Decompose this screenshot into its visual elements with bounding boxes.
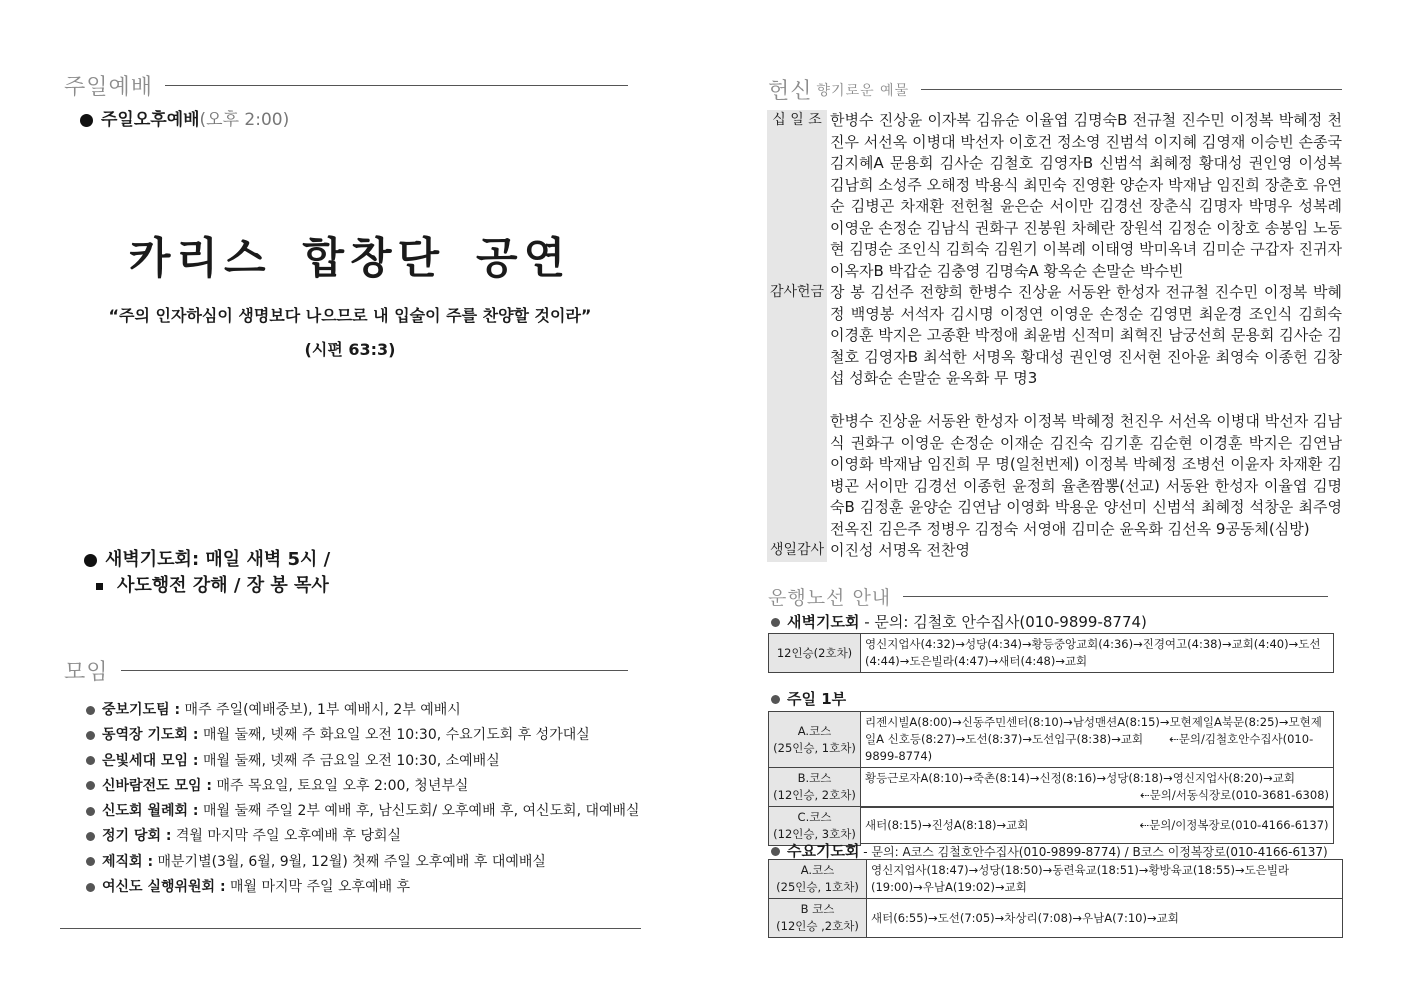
section-title-offering (768, 74, 1342, 105)
route-stops: 새터(8:15)→진성A(8:18)→교회 (865, 818, 1029, 832)
meeting-desc: 매주 목요일, 토요일 오후 2:00, 청년부실 (212, 777, 469, 794)
offering-names: 한병수 진상윤 서동완 한성자 이정복 박혜정 천진우 서선옥 이병대 박선자 김남식 권화구 이영운 손정순 이재순 김진숙 김기훈 김순현 이경훈 박지은 김연남 이영화 박재남 임진희 무 명(일천번제) 이정복 박혜정 조병선 이윤자 차재환 김병곤 서이만 김경선 이종헌 윤정희 율촌짬뽕(선교) 서동완 한성자 이율엽 김명숙B 김정훈 윤양순 김연남 이영화 박용운 양선미 신범석 최혜정 석창운 최주영 전옥진 김은주 정병우 김정숙 서영애 김미순 윤옥화 김선옥 9공동체(심방) (830, 412, 1342, 538)
dawn-prayer-sub (96, 571, 329, 597)
meeting-name: 신도회 월례회 : (102, 803, 199, 820)
offering-names: 한병수 진상윤 이자복 김유순 이율엽 김명숙B 전규철 진수민 이정복 박혜정 천진우 서선옥 이병대 박선자 이호건 정소영 진범석 이지혜 김영재 이승빈 손종국 김지혜A 문용회 김사순 김철호 김영자B 신범석 최혜정 황대성 권인영 이성복 김남희 소성주 오해정 박용식 최민숙 진영환 양순자 박재남 임진희 장춘호 유연순 김병곤 차재환 전헌철 윤은순 서이만 김경선 장춘식 김명자 박명우 성복례 이영운 손정순 김남식 권화구 진봉원 차혜란 장원석 김정순 이창호 송봉임 노동현 김명순 조인식 김희숙 김원기 이복례 이태영 박미옥녀 김미순 구갑자 진귀자 이옥자B 박갑순 김충영 김명숙A 황옥순 손말순 박수빈 (830, 111, 1342, 280)
route-row (769, 634, 1334, 673)
offering-table (767, 110, 1342, 562)
route-contact: ⇠문의/김철호안수집사(010-9899-8774) (865, 732, 1314, 763)
dawn-prayer-line (84, 545, 330, 571)
section-title-meetings (64, 655, 628, 686)
service-name: 주일오후예배 (101, 110, 200, 130)
wednesday-route-contact: - 문의: A코스 김철호안수집사(010-9899-8774) / B코스 이정복장로(010-4166-6137) (859, 845, 1328, 859)
meeting-item (86, 850, 640, 875)
meeting-item (86, 799, 640, 824)
meeting-name: 중보기도팀 : (102, 702, 181, 718)
bullet-icon (86, 807, 95, 816)
bullet-icon (84, 554, 97, 567)
route-stops: 새터(6:55)→도선(7:05)→차상리(7:08)→우남A(7:10)→교회 (867, 899, 1343, 938)
concert-title: 카리스 합창단 공연 (128, 234, 572, 284)
offering-label: 감사헌금 (767, 282, 827, 540)
sunday-route-table (768, 711, 1334, 846)
bullet-icon (86, 706, 95, 715)
wednesday-route-title: 수요기도회 (787, 842, 860, 860)
service-line (80, 105, 289, 130)
divider (121, 670, 628, 671)
meeting-desc: 매분기별(3월, 6월, 9월, 12월) 첫째 주일 오후예배 후 대예배실 (153, 853, 546, 870)
section-title-bus (768, 583, 1328, 610)
bullet-icon (86, 781, 95, 790)
route-label-line: A.코스 (800, 863, 835, 877)
meeting-desc: 매월 둘째 주일 2부 예배 후, 남신도회/ 오후예배 후, 여신도회, 대예배실 (198, 803, 640, 820)
meeting-name: 여신도 실행위원회 : (102, 879, 226, 896)
offering-names: 장 봉 김선주 전향희 한병수 진상윤 서동완 한성자 전규철 진수민 이정복 박혜정 백영봉 서석자 김시명 이정연 이영운 손정순 김영면 최운경 조인식 김희숙 이경훈 박지은 고종환 박정애 최윤범 신적미 최혁진 남궁선희 문용회 김사순 김철호 김영자B 최석한 서명옥 황대성 권인영 진서현 진아윤 최영숙 이종헌 김창섭 성화순 손말순 윤옥화 무 명3 (830, 283, 1342, 387)
route-row (769, 712, 1334, 768)
meeting-desc: 매월 마지막 주일 오후예배 후 (225, 879, 411, 896)
square-bullet-icon (96, 583, 103, 590)
offering-row-birthday (767, 540, 1342, 562)
route-label-line: (25인승, 1호차) (776, 880, 859, 894)
meeting-item (86, 774, 640, 799)
bullet-icon (86, 832, 95, 841)
divider (903, 596, 1328, 597)
route-label-line: B.코스 (797, 771, 832, 785)
meeting-desc: 매월 둘째, 넷째 주 화요일 오전 10:30, 수요기도회 후 성가대실 (198, 727, 590, 744)
meeting-desc: 매월 둘째, 넷째 주 금요일 오전 10:30, 소예배실 (198, 752, 500, 769)
route-stops: 영신지업사(18:47)→성당(18:50)→동련육교(18:51)→황방육교(18:55)→도은빌라(19:00)→우남A(19:02)→교회 (867, 860, 1343, 899)
spacer (830, 390, 1342, 412)
route-label-line: A.코스 (797, 723, 832, 738)
wednesday-route-head (771, 840, 1328, 861)
route-label: 12인승(2호차) (769, 634, 861, 673)
bullet-icon (771, 847, 780, 856)
route-cell (861, 807, 1334, 844)
bullet-icon (771, 618, 780, 627)
meetings-list (86, 698, 640, 900)
dawn-route-head (771, 611, 1147, 632)
meeting-item (86, 698, 640, 723)
offering-names-wrap (827, 282, 1342, 540)
divider (165, 85, 628, 86)
route-label-line: (25인승, 1호차) (773, 740, 856, 755)
bible-verse: “주의 인자하심이 생명보다 나으므로 내 입술이 주를 찬양할 것이라” (108, 306, 592, 325)
offering-row-tithe (767, 110, 1342, 282)
sunday-route-head (771, 688, 846, 709)
route-cell (861, 768, 1334, 807)
route-label-line: C.코스 (797, 810, 832, 824)
meeting-name: 제직회 : (102, 853, 154, 870)
dawn-route-title: 새벽기도회 (787, 613, 860, 631)
bullet-icon (771, 695, 780, 704)
offering-label: 생일감사 (767, 540, 827, 562)
route-row (769, 899, 1343, 938)
route-label (769, 899, 867, 938)
route-contact: ⇠문의/이정복장로(010-4166-6137) (1139, 818, 1329, 832)
route-row (769, 860, 1343, 899)
section-title-offering-text: 헌신 (768, 79, 813, 104)
route-label-line: (12인승, 3호차) (773, 827, 856, 841)
offering-label: 십 일 조 (767, 110, 827, 282)
route-label-line: B 코스 (800, 902, 835, 916)
route-label (769, 860, 867, 899)
meeting-item (86, 824, 640, 849)
offering-row-thanks (767, 282, 1342, 540)
sunday-route-title: 주일 1부 (787, 690, 847, 708)
offering-names: 이진성 서명옥 전찬영 (830, 541, 970, 559)
divider (921, 89, 1342, 90)
route-label (769, 768, 861, 807)
bullet-icon (86, 756, 95, 765)
section-subtitle-offering: 향기로운 예물 (816, 82, 910, 99)
section-title-bus-text: 운행노선 안내 (768, 587, 892, 609)
service-time: (오후 2:00) (199, 110, 290, 130)
route-stops: 황등근로자A(8:10)→죽촌(8:14)→신정(8:16)→성당(8:18)→영신지업사(8:20)→교회 (865, 771, 1295, 785)
meeting-item (86, 723, 640, 748)
meeting-name: 신바람전도 모임 : (102, 777, 213, 794)
bullet-icon (86, 857, 95, 866)
bullet-icon (86, 883, 95, 892)
meeting-desc: 매주 주일(예배중보), 1부 예배시, 2부 예배시 (180, 702, 461, 718)
route-cell (861, 712, 1334, 768)
bible-verse-reference: (시편 63:3) (304, 340, 396, 359)
section-title-meetings-text: 모임 (64, 660, 109, 685)
route-label-line: (12인승 ,2호차) (776, 919, 859, 933)
route-row (769, 768, 1334, 807)
route-stops: 영신지업사(4:32)→성당(4:34)→황등중앙교회(4:36)→진경여고(4:38)→교회(4:40)→도선(4:44)→도은빌라(4:47)→새터(4:48)→교회 (861, 634, 1334, 673)
bottom-divider (60, 928, 641, 929)
meeting-item (86, 749, 640, 774)
meeting-name: 동역장 기도회 : (102, 727, 199, 744)
dawn-route-table (768, 633, 1334, 673)
route-contact: ⇠문의/서동식장로(010-3681-6308) (1139, 788, 1329, 802)
meeting-desc: 격월 마지막 주일 오후예배 후 당회실 (171, 828, 402, 845)
wednesday-route-table (768, 859, 1343, 938)
dawn-route-contact: - 문의: 김철호 안수집사(010-9899-8774) (859, 613, 1147, 631)
meeting-name: 정기 당회 : (102, 828, 172, 845)
bullet-icon (80, 114, 93, 127)
section-title-worship-text: 주일예배 (64, 75, 154, 100)
dawn-prayer-sub-text: 사도행전 강해 / 장 봉 목사 (117, 575, 329, 596)
meeting-name: 은빛세대 모임 : (102, 752, 199, 769)
meeting-item (86, 875, 640, 900)
section-title-worship (64, 70, 628, 101)
route-stops: 리젠시빌A(8:00)→신동주민센터(8:10)→남성맨션A(8:15)→모현제일A북문(8:25)→모현제일A 신호등(8:27)→도선(8:37)→도선입구(8:38)→교회 (865, 715, 1322, 746)
dawn-prayer-text: 새벽기도회: 매일 새벽 5시 / (105, 549, 331, 570)
bullet-icon (86, 731, 95, 740)
route-label-line: (12인승, 2호차) (773, 788, 856, 802)
route-label (769, 712, 861, 768)
